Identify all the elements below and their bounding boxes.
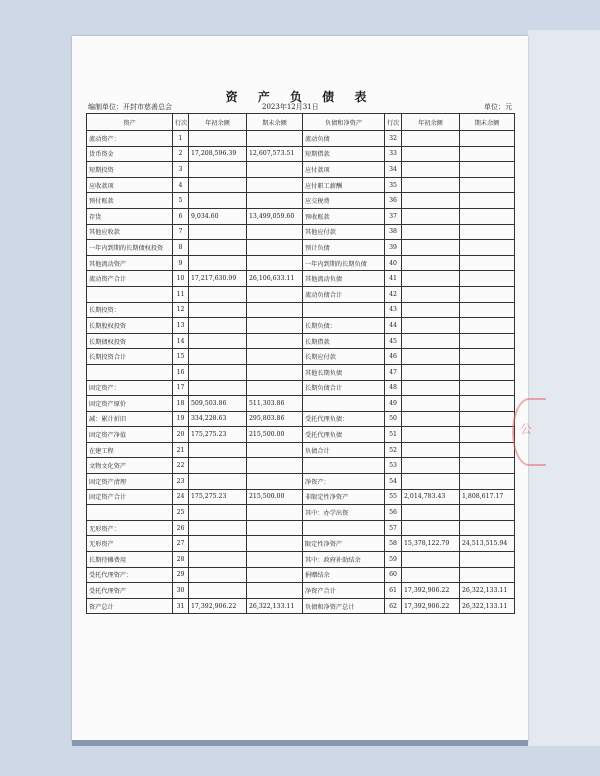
asset-line-no: 14: [173, 333, 189, 349]
table-row: [87, 427, 515, 443]
page-title: 资 产 负 债 表: [225, 90, 375, 104]
liability-end: 1,808,617.17: [460, 489, 515, 505]
liability-begin: [402, 302, 460, 318]
liability-end: [460, 380, 515, 396]
asset-end: [247, 333, 303, 349]
asset-line-no: 11: [173, 286, 189, 302]
liability-begin: [402, 567, 460, 583]
liability-item: 一年内到期的长期负债: [303, 255, 385, 271]
liability-item: [303, 458, 385, 474]
asset-item: 固定资产原价: [87, 396, 173, 412]
asset-item: 其他应收款: [87, 224, 173, 240]
liability-end: [460, 302, 515, 318]
asset-item: 长期待摊费用: [87, 552, 173, 568]
liability-begin: [402, 146, 460, 162]
asset-begin: [189, 177, 247, 193]
asset-end: [247, 131, 303, 147]
liability-item: 负债和净资产总计: [303, 598, 385, 614]
liability-begin: [402, 177, 460, 193]
liability-line-no: 48: [385, 380, 402, 396]
liability-item: 应付职工薪酬: [303, 177, 385, 193]
liability-item: 流动负债合计: [303, 286, 385, 302]
table-row: [87, 396, 515, 412]
asset-end: [247, 552, 303, 568]
liability-end: [460, 240, 515, 256]
asset-line-no: 7: [173, 224, 189, 240]
liability-end: [460, 364, 515, 380]
table-row: [87, 286, 515, 302]
liability-line-no: 41: [385, 271, 402, 287]
liability-end: [460, 208, 515, 224]
asset-item: 一年内到期的长期债权投资: [87, 240, 173, 256]
balance-sheet-table: [86, 113, 515, 614]
liability-line-no: 57: [385, 520, 402, 536]
asset-line-no: 5: [173, 193, 189, 209]
liability-item: 预计负债: [303, 240, 385, 256]
asset-end: 215,500.00: [247, 489, 303, 505]
liability-begin: [402, 193, 460, 209]
table-row: [87, 364, 515, 380]
table-row: [87, 536, 515, 552]
asset-begin: [189, 520, 247, 536]
liability-item: 净资产合计: [303, 583, 385, 599]
liability-begin: 15,378,122.79: [402, 536, 460, 552]
asset-line-no: 27: [173, 536, 189, 552]
liability-begin: 2,014,783.43: [402, 489, 460, 505]
liability-end: [460, 286, 515, 302]
asset-begin: [189, 552, 247, 568]
table-row: [87, 598, 515, 614]
asset-item: 资产总计: [87, 598, 173, 614]
liability-item: 净资产：: [303, 474, 385, 490]
liability-item: 长期负债：: [303, 318, 385, 334]
asset-item: 流动资产：: [87, 131, 173, 147]
liability-line-no: 32: [385, 131, 402, 147]
asset-line-no: 16: [173, 364, 189, 380]
asset-item: [87, 505, 173, 521]
liability-line-no: 39: [385, 240, 402, 256]
liability-line-no: 43: [385, 302, 402, 318]
asset-item: 其他流动资产: [87, 255, 173, 271]
asset-begin: [189, 162, 247, 178]
asset-begin: [189, 364, 247, 380]
liability-item: 其他长期负债: [303, 364, 385, 380]
liability-item: [303, 520, 385, 536]
asset-begin: [189, 474, 247, 490]
asset-end: [247, 177, 303, 193]
asset-line-no: 24: [173, 489, 189, 505]
asset-line-no: 21: [173, 442, 189, 458]
liability-begin: [402, 224, 460, 240]
asset-line-no: 13: [173, 318, 189, 334]
red-seal-stamp: 公: [512, 398, 546, 466]
asset-end: [247, 567, 303, 583]
asset-end: [247, 318, 303, 334]
liability-end: [460, 474, 515, 490]
asset-end: [247, 520, 303, 536]
liability-begin: [402, 271, 460, 287]
liability-line-no: 38: [385, 224, 402, 240]
liability-line-no: 45: [385, 333, 402, 349]
asset-end: [247, 240, 303, 256]
liability-begin: [402, 318, 460, 334]
asset-end: [247, 255, 303, 271]
asset-begin: 334,228.63: [189, 411, 247, 427]
table-row: [87, 380, 515, 396]
liability-item: 应交税费: [303, 193, 385, 209]
asset-end: [247, 302, 303, 318]
asset-end: [247, 458, 303, 474]
asset-line-no: 30: [173, 583, 189, 599]
liability-line-no: 53: [385, 458, 402, 474]
asset-item: 固定资产净值: [87, 427, 173, 443]
asset-end: [247, 364, 303, 380]
asset-end: [247, 380, 303, 396]
liability-end: [460, 442, 515, 458]
asset-end: 511,303.86: [247, 396, 303, 412]
liability-line-no: 56: [385, 505, 402, 521]
asset-begin: [189, 333, 247, 349]
liability-item: 其中：政府补助结余: [303, 552, 385, 568]
asset-begin: 17,392,906.22: [189, 598, 247, 614]
asset-line-no: 29: [173, 567, 189, 583]
table-row: [87, 177, 515, 193]
liability-end: 26,322,133.11: [460, 583, 515, 599]
asset-end: [247, 224, 303, 240]
liability-begin: [402, 240, 460, 256]
asset-line-no: 8: [173, 240, 189, 256]
asset-end: [247, 349, 303, 365]
liability-item: [303, 302, 385, 318]
asset-begin: [189, 318, 247, 334]
asset-begin: [189, 302, 247, 318]
asset-line-no: 9: [173, 255, 189, 271]
liability-item: 长期借款: [303, 333, 385, 349]
table-row: [87, 349, 515, 365]
liability-end: [460, 567, 515, 583]
liability-end: [460, 146, 515, 162]
table-row: [87, 162, 515, 178]
liability-begin: [402, 474, 460, 490]
table-row: [87, 224, 515, 240]
table-row: [87, 302, 515, 318]
liability-end: [460, 318, 515, 334]
header-assets: 资产: [87, 114, 173, 131]
asset-begin: 175,275.23: [189, 427, 247, 443]
table-row: [87, 520, 515, 536]
asset-line-no: 15: [173, 349, 189, 365]
asset-begin: [189, 583, 247, 599]
asset-begin: [189, 240, 247, 256]
asset-end: [247, 536, 303, 552]
asset-begin: [189, 131, 247, 147]
table-row: [87, 505, 515, 521]
asset-end: 26,322,133.11: [247, 598, 303, 614]
liability-line-no: 61: [385, 583, 402, 599]
liability-begin: [402, 552, 460, 568]
liability-begin: 17,392,906.22: [402, 598, 460, 614]
table-row: [87, 489, 515, 505]
asset-begin: 509,503.86: [189, 396, 247, 412]
liability-item: 其中：办学出资: [303, 505, 385, 521]
liability-begin: [402, 333, 460, 349]
asset-line-no: 12: [173, 302, 189, 318]
liability-item: 受托代理负债：: [303, 411, 385, 427]
report-date: 2023年12月31日: [262, 103, 319, 111]
asset-line-no: 18: [173, 396, 189, 412]
header-line-no-2: 行次: [385, 114, 402, 131]
header-begin-balance: 年初余额: [189, 114, 247, 131]
asset-begin: 175,275.23: [189, 489, 247, 505]
liability-item: 受托代理负债: [303, 427, 385, 443]
liability-line-no: 40: [385, 255, 402, 271]
table-row: [87, 567, 515, 583]
liability-line-no: 33: [385, 146, 402, 162]
liability-end: [460, 177, 515, 193]
liability-line-no: 46: [385, 349, 402, 365]
asset-begin: [189, 536, 247, 552]
liability-end: 24,513,515.94: [460, 536, 515, 552]
asset-end: [247, 442, 303, 458]
liability-item: 限定性净资产: [303, 536, 385, 552]
asset-line-no: 17: [173, 380, 189, 396]
table-row: [87, 271, 515, 287]
asset-begin: [189, 349, 247, 365]
asset-end: 26,106,633.11: [247, 271, 303, 287]
liability-begin: [402, 380, 460, 396]
asset-item: 在建工程: [87, 442, 173, 458]
liability-begin: [402, 131, 460, 147]
asset-item: 货币资金: [87, 146, 173, 162]
header-begin-balance-2: 年初余额: [402, 114, 460, 131]
liability-item: 应付款项: [303, 162, 385, 178]
liability-begin: [402, 162, 460, 178]
liability-end: [460, 131, 515, 147]
asset-line-no: 10: [173, 271, 189, 287]
liability-item: [303, 396, 385, 412]
liability-end: [460, 349, 515, 365]
table-row: [87, 411, 515, 427]
liability-line-no: 35: [385, 177, 402, 193]
liability-begin: [402, 396, 460, 412]
table-row: [87, 240, 515, 256]
org-label: 编制单位：开封市慈善总会: [88, 103, 172, 111]
asset-line-no: 22: [173, 458, 189, 474]
asset-begin: [189, 567, 247, 583]
liability-item: 短期借款: [303, 146, 385, 162]
asset-line-no: 28: [173, 552, 189, 568]
asset-line-no: 31: [173, 598, 189, 614]
asset-item: 受托代理资产：: [87, 567, 173, 583]
liability-begin: [402, 208, 460, 224]
liability-line-no: 37: [385, 208, 402, 224]
currency-unit: 单位：元: [484, 103, 512, 111]
asset-item: 短期投资: [87, 162, 173, 178]
liability-end: 26,322,133.11: [460, 598, 515, 614]
asset-begin: 17,217,630.99: [189, 271, 247, 287]
liability-begin: [402, 255, 460, 271]
table-row: [87, 333, 515, 349]
header-end-balance-2: 期末余额: [460, 114, 515, 131]
liability-line-no: 59: [385, 552, 402, 568]
asset-line-no: 23: [173, 474, 189, 490]
liability-end: [460, 458, 515, 474]
liability-line-no: 50: [385, 411, 402, 427]
table-row: [87, 458, 515, 474]
header-liabilities: 负债和净资产: [303, 114, 385, 131]
asset-item: 文物文化资产: [87, 458, 173, 474]
asset-line-no: 25: [173, 505, 189, 521]
liability-item: 流动负债: [303, 131, 385, 147]
liability-line-no: 42: [385, 286, 402, 302]
liability-end: [460, 396, 515, 412]
liability-end: [460, 271, 515, 287]
liability-line-no: 62: [385, 598, 402, 614]
liability-line-no: 54: [385, 474, 402, 490]
binding-edge: [72, 740, 528, 746]
liability-begin: 17,392,906.22: [402, 583, 460, 599]
table-row: [87, 255, 515, 271]
liability-item: 长期应付款: [303, 349, 385, 365]
liability-begin: [402, 458, 460, 474]
asset-line-no: 2: [173, 146, 189, 162]
table-row: [87, 193, 515, 209]
asset-line-no: 6: [173, 208, 189, 224]
liability-end: [460, 255, 515, 271]
liability-begin: [402, 349, 460, 365]
liability-line-no: 36: [385, 193, 402, 209]
asset-item: 应收款项: [87, 177, 173, 193]
liability-line-no: 51: [385, 427, 402, 443]
liability-end: [460, 505, 515, 521]
asset-begin: [189, 224, 247, 240]
header-end-balance: 期末余额: [247, 114, 303, 131]
liability-begin: [402, 411, 460, 427]
asset-begin: [189, 255, 247, 271]
asset-begin: 9,034.60: [189, 208, 247, 224]
asset-item: 长期投资合计: [87, 349, 173, 365]
asset-line-no: 19: [173, 411, 189, 427]
asset-end: 295,803.86: [247, 411, 303, 427]
liability-begin: [402, 505, 460, 521]
liability-item: 其他应付款: [303, 224, 385, 240]
liability-begin: [402, 520, 460, 536]
liability-begin: [402, 286, 460, 302]
table-row: [87, 552, 515, 568]
liability-end: [460, 162, 515, 178]
asset-begin: [189, 193, 247, 209]
asset-line-no: 4: [173, 177, 189, 193]
asset-item: 长期债权投资: [87, 333, 173, 349]
table-row: [87, 442, 515, 458]
header-line-no: 行次: [173, 114, 189, 131]
asset-end: [247, 193, 303, 209]
liability-line-no: 47: [385, 364, 402, 380]
asset-line-no: 1: [173, 131, 189, 147]
liability-item: 负债合计: [303, 442, 385, 458]
table-row: [87, 474, 515, 490]
liability-item: 长期负债合计: [303, 380, 385, 396]
liability-end: [460, 552, 515, 568]
asset-item: [87, 364, 173, 380]
asset-item: 长期投资：: [87, 302, 173, 318]
asset-item: [87, 286, 173, 302]
asset-item: 固定资产合计: [87, 489, 173, 505]
asset-begin: [189, 505, 247, 521]
liability-end: [460, 193, 515, 209]
asset-begin: [189, 380, 247, 396]
asset-begin: [189, 442, 247, 458]
asset-end: [247, 505, 303, 521]
liability-end: [460, 520, 515, 536]
liability-item: 预收账款: [303, 208, 385, 224]
asset-end: [247, 286, 303, 302]
table-row: [87, 146, 515, 162]
asset-item: 受托代理资产: [87, 583, 173, 599]
table-header-row: [87, 114, 515, 131]
liability-end: [460, 224, 515, 240]
asset-item: 预付账款: [87, 193, 173, 209]
asset-end: 215,500.00: [247, 427, 303, 443]
liability-line-no: 55: [385, 489, 402, 505]
liability-begin: [402, 364, 460, 380]
table-row: [87, 583, 515, 599]
asset-item: 固定资产清理: [87, 474, 173, 490]
table-row: [87, 208, 515, 224]
asset-item: 无形资产：: [87, 520, 173, 536]
liability-end: [460, 427, 515, 443]
liability-line-no: 49: [385, 396, 402, 412]
liability-line-no: 52: [385, 442, 402, 458]
liability-item: 捐赠结余: [303, 567, 385, 583]
asset-line-no: 26: [173, 520, 189, 536]
liability-end: [460, 411, 515, 427]
liability-item: 其他流动负债: [303, 271, 385, 287]
table-row: [87, 318, 515, 334]
asset-item: 无形资产: [87, 536, 173, 552]
asset-item: 流动资产合计: [87, 271, 173, 287]
asset-begin: [189, 458, 247, 474]
liability-item: 非限定性净资产: [303, 489, 385, 505]
document-page: [72, 36, 528, 742]
liability-line-no: 60: [385, 567, 402, 583]
asset-line-no: 3: [173, 162, 189, 178]
liability-begin: [402, 442, 460, 458]
asset-end: [247, 474, 303, 490]
asset-item: 固定资产：: [87, 380, 173, 396]
asset-end: 12,607,573.51: [247, 146, 303, 162]
asset-line-no: 20: [173, 427, 189, 443]
asset-end: [247, 583, 303, 599]
background-strip: [528, 30, 600, 746]
asset-end: [247, 162, 303, 178]
liability-line-no: 58: [385, 536, 402, 552]
table-row: [87, 131, 515, 147]
asset-item: 长期股权投资: [87, 318, 173, 334]
asset-begin: 17,208,596.39: [189, 146, 247, 162]
asset-begin: [189, 286, 247, 302]
asset-item: 存货: [87, 208, 173, 224]
asset-end: 13,499,059.60: [247, 208, 303, 224]
asset-item: 减：累计折旧: [87, 411, 173, 427]
liability-line-no: 34: [385, 162, 402, 178]
liability-line-no: 44: [385, 318, 402, 334]
liability-end: [460, 333, 515, 349]
liability-begin: [402, 427, 460, 443]
